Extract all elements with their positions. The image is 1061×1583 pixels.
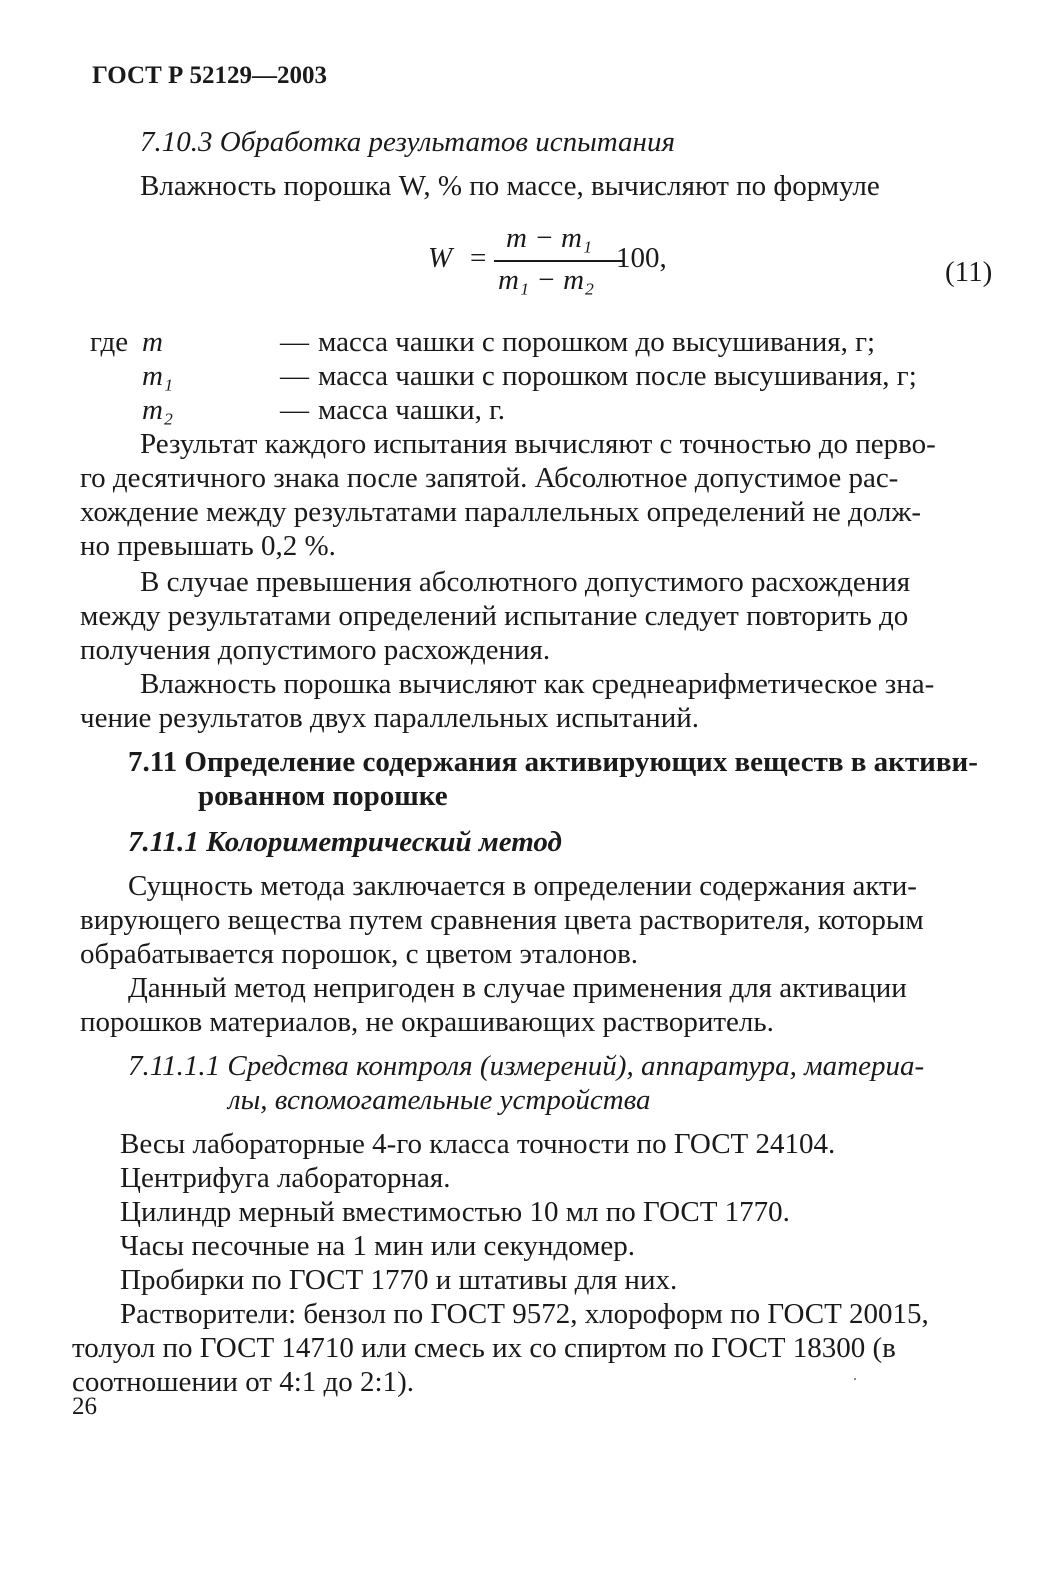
paragraph-line: порошков материалов, не окрашивающих растворитель. (80, 1006, 774, 1038)
paragraph-line: Сущность метода заключается в определении содержания акти- (128, 870, 917, 902)
formula-denominator: m₁ − m₂ (498, 264, 595, 296)
section-7-11-title: 7.11 Определение содержания активирующих веществ в активи- (128, 746, 978, 778)
solvents-line: толуол по ГОСТ 14710 или смесь их со спиртом по ГОСТ 18300 (в (72, 1332, 896, 1364)
solvents-line: соотношении от 4:1 до 2:1). (72, 1366, 415, 1398)
paragraph-line: Результат каждого испытания вычисляют с точностью до перво- (140, 428, 936, 460)
section-7-11-1-title: 7.11.1 Колориметрический метод (128, 826, 562, 858)
paragraph-line: вирующего вещества путем сравнения цвета растворителя, которым (80, 904, 924, 936)
paragraph-line: хождение между результатами параллельных определений не долж- (80, 496, 922, 528)
definition-dash: — (280, 394, 309, 426)
definition-row (90, 360, 990, 392)
scan-speck (854, 1378, 856, 1380)
formula-numerator: m − m₁ (506, 222, 593, 254)
solvents-line: Растворители: бензол по ГОСТ 9572, хлороформ по ГОСТ 20015, (120, 1298, 929, 1330)
definition-dash: — (280, 326, 309, 358)
formula-coefficient: 100, (616, 242, 667, 274)
formula-intro: Влажность порошка W, % по массе, вычисляют по формуле (140, 170, 880, 202)
formula-lhs: W (428, 242, 453, 274)
equipment-item: Часы песочные на 1 мин или секундомер. (120, 1230, 636, 1262)
definition-symbol: m₂ (142, 394, 174, 426)
equipment-item: Центрифуга лабораторная. (120, 1162, 451, 1194)
equipment-item: Весы лабораторные 4-го класса точности по ГОСТ 24104. (120, 1128, 836, 1160)
paragraph-line: Влажность порошка вычисляют как среднеарифметическое зна- (140, 668, 935, 700)
definition-symbol: m₁ (142, 360, 174, 392)
paragraph-line: получения допустимого расхождения. (80, 634, 551, 666)
equation-number: (11) (945, 256, 993, 288)
section-7-11-1-1-title-cont: лы, вспомогательные устройства (228, 1084, 651, 1116)
formula-11 (428, 222, 668, 302)
paragraph-line: го десятичного знака после запятой. Абсолютное допустимое рас- (80, 462, 899, 494)
fraction-bar (494, 260, 624, 262)
definition-text: масса чашки с порошком после высушивания, г; (318, 360, 917, 392)
section-7-11-1-1-title: 7.11.1.1 Средства контроля (измерений), аппаратура, материа- (128, 1050, 925, 1082)
definition-prefix: где (90, 326, 129, 358)
definition-text: масса чашки, г. (318, 394, 506, 426)
section-7-11-title-cont: рованном порошке (198, 780, 448, 812)
equipment-item: Пробирки по ГОСТ 1770 и штативы для них. (120, 1264, 678, 1296)
section-7-10-3-title: 7.10.3 Обработка результатов испытания (140, 126, 675, 158)
formula-equals: = (470, 242, 487, 274)
paragraph-line: обрабатывается порошок, с цветом эталонов. (80, 938, 639, 970)
paragraph-line: но превышать 0,2 %. (80, 530, 336, 562)
document-id: ГОСТ Р 52129—2003 (92, 62, 328, 89)
equipment-item: Цилиндр мерный вместимостью 10 мл по ГОСТ 1770. (120, 1196, 790, 1228)
paragraph-line: Данный метод непригоден в случае применения для активации (128, 972, 907, 1004)
paragraph-line: В случае превышения абсолютного допустимого расхождения (140, 566, 911, 598)
paragraph-line: между результатами определений испытание следует повторить до (80, 600, 909, 632)
paragraph-line: чение результатов двух параллельных испытаний. (80, 702, 699, 734)
definition-text: масса чашки с порошком до высушивания, г; (318, 326, 876, 358)
definition-row (90, 326, 990, 358)
definition-dash: — (280, 360, 309, 392)
definition-symbol: m (142, 326, 163, 358)
definition-row (90, 394, 990, 426)
page-number: 26 (72, 1393, 97, 1420)
